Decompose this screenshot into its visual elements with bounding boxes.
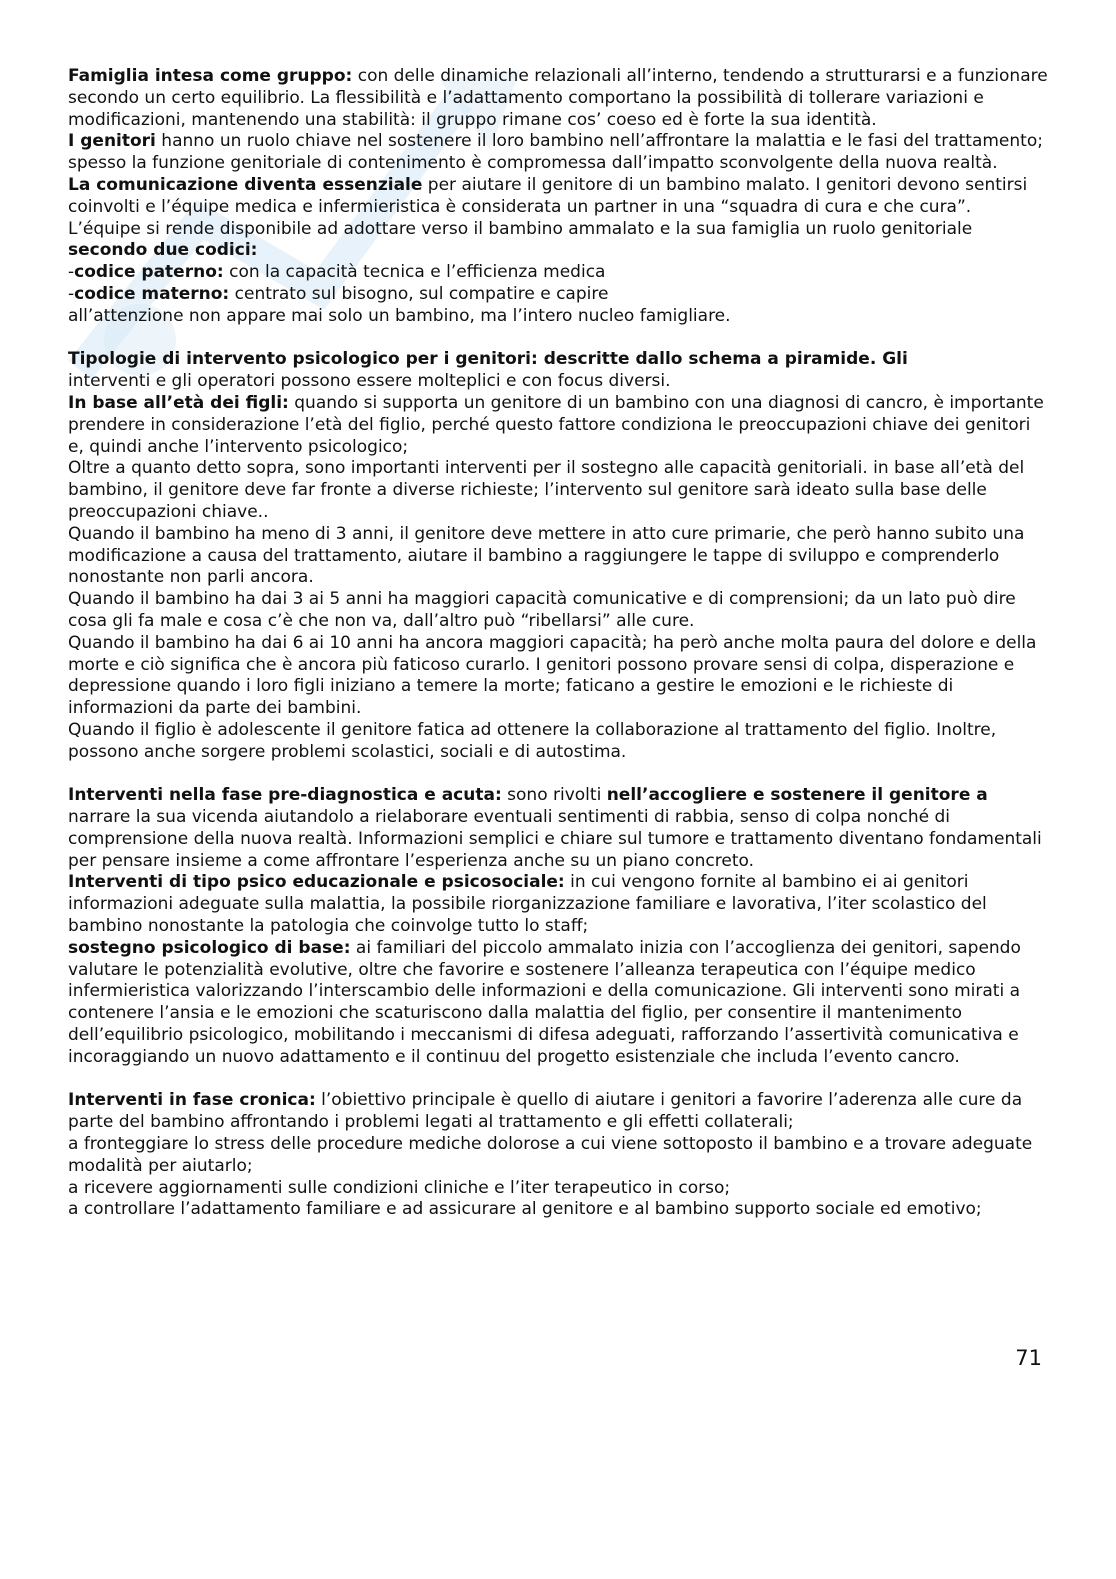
paragraph-sostegno-base	[68, 938, 1048, 1069]
text-codice-paterno: con la capacità tecnica e l’efficienza medica	[223, 262, 606, 283]
term-codice-paterno: codice paterno:	[74, 262, 224, 283]
paragraph-eta-figli	[68, 393, 1048, 458]
text-famiglia: con delle dinamiche relazionali all’interno, tendendo a strutturarsi e a funzionare secondo un certo equilibrio. La flessibilità e l’adattamento comportano la possibilità di tollerare variazioni e modificazioni, mantenendo una stabilità: il gruppo rimane cos’ coeso ed è forte la sua identità.	[68, 66, 1048, 130]
list-dash: -	[68, 283, 75, 304]
paragraph-aggiornamenti: a ricevere aggiornamenti sulle condizioni cliniche e l’iter terapeutico in corso;	[68, 1177, 731, 1198]
document-body	[68, 66, 1048, 1221]
term-accogliere: nell’accogliere e sostenere il genitore a	[606, 785, 988, 806]
paragraph-fronteggiare: a fronteggiare lo stress delle procedure mediche dolorose a cui viene sottoposto il bambino e a trovare adeguate modalità per aiutarlo;	[68, 1134, 1033, 1176]
term-eta-figli: In base all’età dei figli:	[68, 392, 289, 413]
list-dash: -	[68, 262, 75, 283]
paragraph-pre-diagnostica	[68, 785, 1048, 872]
term-genitori: I genitori	[68, 131, 156, 152]
text-genitori: hanno un ruolo chiave nel sostenere il loro bambino nell’affrontare la malattia e le fasi del trattamento; spesso la funzione genitoriale di contenimento è compromessa dall’impatto sconvolgente della nuova realtà.	[68, 131, 1043, 174]
term-fase-cronica: Interventi in fase cronica:	[68, 1090, 316, 1111]
text-comunicazione: per aiutare il genitore di un bambino malato. I genitori devono sentirsi coinvolti e l’équipe medica e infermieristica è considerata un partner in una “squadra di cura e che cura”. L’équipe si rende disponibile ad adottare verso il bambino ammalato e la sua famiglia un ruolo genitoriale	[68, 174, 1028, 239]
term-famiglia: Famiglia intesa come gruppo:	[68, 66, 353, 86]
paragraph-genitori	[68, 131, 1048, 175]
paragraph-meno-3-anni: Quando il bambino ha meno di 3 anni, il genitore deve mettere in atto cure primarie, che però hanno subito una modificazione a causa del trattamento, aiutare il bambino a raggiungere le tappe di sviluppo e comprenderlo nonostante non parli ancora.	[68, 523, 1025, 588]
term-tipologie: Tipologie di intervento psicologico per i genitori: descritte dallo schema a piramide. Gli	[68, 349, 908, 370]
paragraph-famiglia	[68, 66, 1048, 131]
section-gap	[68, 1069, 1048, 1091]
page-number: 71	[1015, 1346, 1042, 1370]
section-gap	[68, 328, 1048, 350]
paragraph-adolescente: Quando il figlio è adolescente il genitore fatica ad ottenere la collaborazione al trattamento del figlio. Inoltre, possono anche sorgere problemi scolastici, sociali e di autostima.	[68, 719, 997, 762]
text-pre-diagnostica-end: narrare la sua vicenda aiutandolo a rielaborare eventuali sentimenti di rabbia, senso di colpa nonché di comprensione della nuova realtà. Informazioni semplici e chiare sul tumore e trattamento diventano fondamentali per pensare insieme a come affrontare l’esperienza anche su un piano concreto.	[68, 807, 1042, 871]
paragraph-oltre: Oltre a quanto detto sopra, sono importanti interventi per il sostegno alle capacità genitoriali. in base all’età del bambino, il genitore deve far fronte a diverse richieste; l’intervento sul genitore sarà ideato sulla base delle preoccupazioni chiave..	[68, 458, 1025, 522]
text-sostegno-base: ai familiari del piccolo ammalato inizia con l’accoglienza dei genitori, sapendo valutare le potenzialità evolutive, oltre che favorire e sostenere l’alleanza terapeutica con l’équipe medico infermieristica valorizzando l’interscambio delle informazioni e della comunicazione. Gli interventi sono mirati a contenere l’ansia e le emozioni che scaturiscono dalla malattia del figlio, per consentire il mantenimento dell’equilibrio psicologico, mobilitando i meccanismi di difesa adeguati, rafforzando l’assertività comunicativa e incoraggiando un nuovo adattamento e il continuu del progetto esistenziale che includa l’evento cancro.	[68, 937, 1021, 1067]
paragraph-adattamento: a controllare l’adattamento familiare e ad assicurare al genitore e al bambino supporto sociale ed emotivo;	[68, 1199, 982, 1220]
paragraph-nucleo: all’attenzione non appare mai solo un bambino, ma l’intero nucleo famigliare.	[68, 305, 731, 326]
paragraph-3-5-anni: Quando il bambino ha dai 3 ai 5 anni ha maggiori capacità comunicative e di comprensioni; da un lato può dire cosa gli fa male e cosa c’è che non va, dall’altro può “ribellarsi” alle cure.	[68, 589, 1016, 631]
paragraph-6-10-anni: Quando il bambino ha dai 6 ai 10 anni ha ancora maggiori capacità; ha però anche molta paura del dolore e della morte e ciò significa che è ancora più faticoso curarlo. I genitori possono provare sensi di colpa, disperazione e depressione quando i loro figli iniziano a temere la morte; faticano a gestire le emozioni e le richieste di informazioni da parte dei bambini.	[68, 632, 1037, 719]
term-codice-materno: codice materno:	[74, 283, 230, 304]
paragraph-tipologie-text: interventi e gli operatori possono essere molteplici e con focus diversi.	[68, 371, 671, 392]
paragraph-codice-materno	[68, 284, 1048, 306]
paragraph-psico-educazionale	[68, 872, 1048, 937]
text-eta-figli: quando si supporta un genitore di un bambino con una diagnosi di cancro, è importante prendere in considerazione l’età del figlio, perché questo fattore condiziona le preoccupazioni chiave dei genitori e, quindi anche l’intervento psicologico;	[68, 392, 1044, 457]
text-psico-educazionale: in cui vengono fornite al bambino ei ai genitori informazioni adeguate sulla malattia, la possibile riorganizzazione familiare e lavorativa, l’iter scolastico del bambino nonostante la patologia che coinvolge tutto lo staff;	[68, 872, 987, 937]
paragraph-tipologie-heading	[68, 349, 1048, 371]
paragraph-comunicazione	[68, 175, 1048, 262]
term-sostegno-base: sostegno psicologico di base:	[68, 937, 351, 958]
term-comunicazione: La comunicazione diventa essenziale	[68, 174, 423, 195]
paragraph-fase-cronica	[68, 1090, 1048, 1134]
section-gap	[68, 764, 1048, 786]
term-due-codici: secondo due codici:	[68, 240, 258, 261]
text-pre-diagnostica: sono rivolti	[501, 785, 607, 806]
text-codice-materno: centrato sul bisogno, sul compatire e capire	[229, 283, 609, 304]
text-fase-cronica: l’obiettivo principale è quello di aiutare i genitori a favorire l’aderenza alle cure da parte del bambino affrontando i problemi legati al trattamento e gli effetti collaterali;	[68, 1090, 1023, 1133]
term-pre-diagnostica: Interventi nella fase pre-diagnostica e acuta:	[68, 785, 502, 806]
paragraph-codice-paterno	[68, 262, 1048, 284]
term-psico-educazionale: Interventi di tipo psico educazionale e psicosociale:	[68, 872, 565, 893]
